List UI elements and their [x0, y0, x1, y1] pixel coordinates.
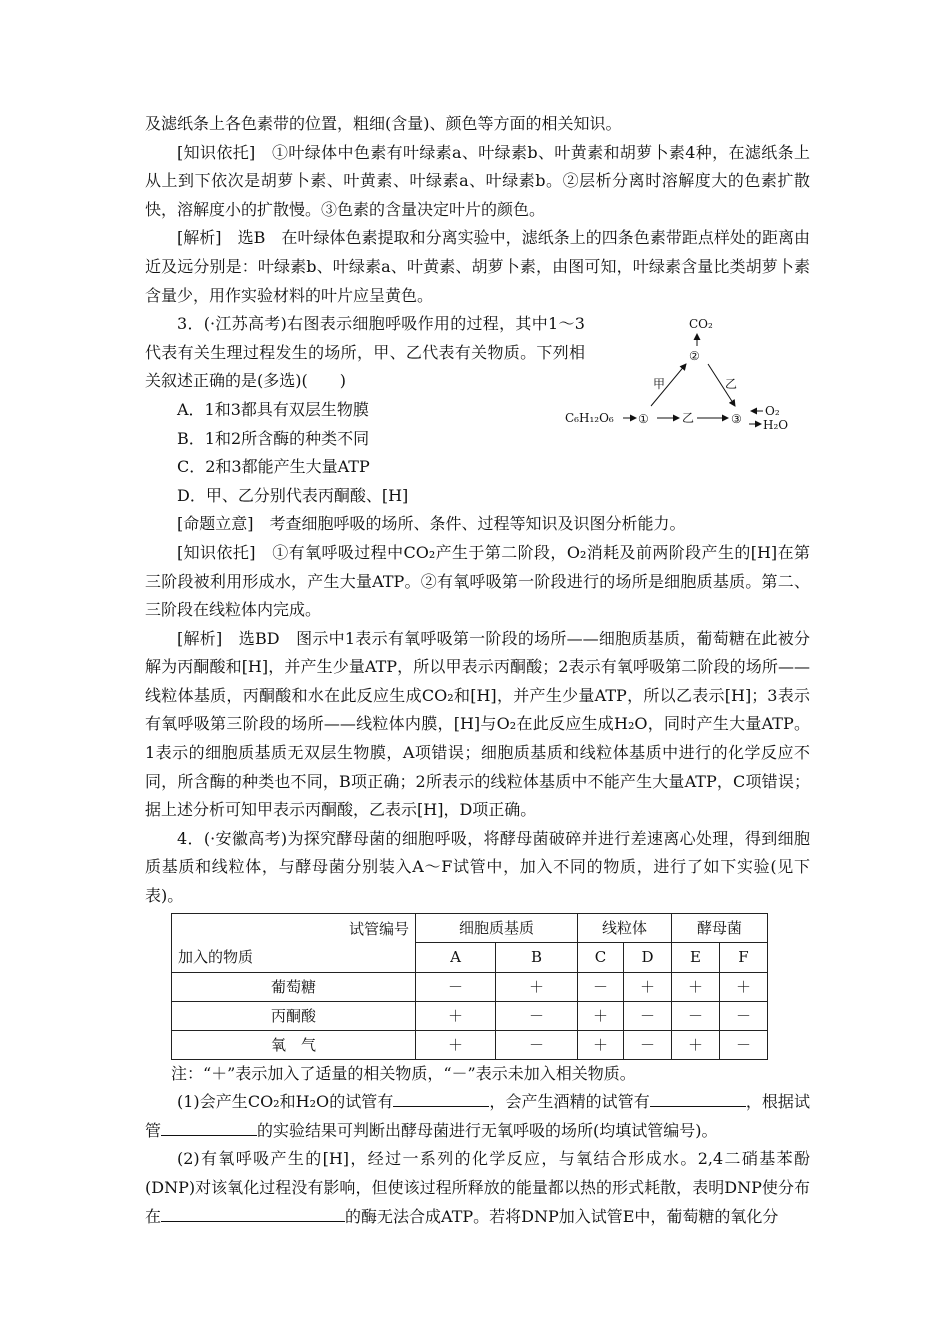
intro-line: 及滤纸条上各色素带的位置，粗细(含量)、颜色等方面的相关知识。: [145, 114, 622, 133]
q4-sub1-part-c: ，根据试管: [145, 1092, 810, 1140]
table-row: [172, 1030, 768, 1059]
table-cell: －: [720, 1001, 768, 1030]
table-cell: ＋: [578, 1030, 624, 1059]
q2-analysis-choice: 选B: [237, 228, 266, 248]
group-header-yeast: 酵母菌: [672, 913, 768, 943]
q4-sub2-part-a: (2)有氧呼吸产生的[H]，经过一系列的化学反应，与氧结合形成水。2,4二硝基苯酚(DNP)对该氧化过程没有影响，但使该过程所释放的能量都以热的形式耗散，表明DNP使分布在: [145, 1149, 810, 1226]
q3-option-a: A．1和3都具有双层生物膜: [177, 399, 369, 419]
h2o-label: H₂O: [763, 418, 789, 433]
tube-header: E: [672, 943, 720, 973]
corner-top-label: 试管编号: [348, 919, 409, 938]
jia-label: 甲: [653, 377, 666, 392]
q3-analysis: [145, 625, 810, 825]
table-cell: ＋: [672, 972, 720, 1001]
tube-header: F: [720, 943, 768, 973]
tube-header: D: [624, 943, 672, 973]
tube-header: B: [496, 943, 578, 973]
row-label: 氧 气: [172, 1030, 416, 1059]
q2-analysis-tag: [解析]: [177, 228, 222, 248]
tube-header: C: [578, 943, 624, 973]
table-cell: －: [624, 1001, 672, 1030]
q3-intent-text: 考查细胞呼吸的场所、条件、过程等知识及识图分析能力。: [269, 514, 686, 534]
answer-blank-3[interactable]: [161, 1119, 257, 1136]
q3-analysis-tag: [解析]: [177, 628, 223, 648]
table-cell: ＋: [624, 972, 672, 1001]
group-header-mitochondria: 线粒体: [578, 913, 672, 943]
table-cell: ＋: [496, 972, 578, 1001]
table-cell: －: [416, 972, 496, 1001]
q3-stem: 3．(·江苏高考)右图表示细胞呼吸作用的过程，其中1～3代表有关生理过程发生的场所，甲、乙代表有关物质。下列相关叙述正确的是(多选)( ): [145, 314, 585, 391]
q2-analysis: [145, 224, 810, 310]
row-label: 葡萄糖: [172, 972, 416, 1001]
q4-sub2: [145, 1145, 810, 1231]
table-cell: ＋: [578, 1001, 624, 1030]
table-cell: ＋: [720, 972, 768, 1001]
table-row: [172, 1001, 768, 1030]
table-note: 注：“＋”表示加入了适量的相关物质，“－”表示未加入相关物质。: [171, 1063, 636, 1083]
tube-header: A: [416, 943, 496, 973]
q4-sub1-part-d: 的实验结果可判断出酵母菌进行无氧呼吸的场所(均填试管编号)。: [257, 1120, 718, 1140]
table-cell: －: [496, 1030, 578, 1059]
q2-analysis-text: 在叶绿体色素提取和分离实验中，滤纸条上的四条色素带距点样处的距离由近及远分别是：叶绿素b、叶绿素a、叶黄素、胡萝卜素，由图可知，叶绿素含量比类胡萝卜素含量少，用作实验材料的叶片应呈黄色。: [145, 228, 810, 305]
group-header-cytoplasm: 细胞质基质: [416, 913, 578, 943]
table-cell: －: [578, 972, 624, 1001]
yi-bottom-label: 乙: [682, 411, 695, 426]
table-cell: ＋: [416, 1030, 496, 1059]
table-cell: －: [496, 1001, 578, 1030]
experiment-table: [171, 913, 768, 1060]
answer-blank-1[interactable]: [393, 1090, 489, 1107]
q2-knowledge-basis: [145, 139, 810, 225]
yi-side-label: 乙: [725, 377, 738, 392]
q3-analysis-text: 图示中1表示有氧呼吸第一阶段的场所——细胞质基质，葡萄糖在此被分解为丙酮酸和[H]，并产生少量ATP，所以甲表示丙酮酸；2表示有氧呼吸第二阶段的场所——线粒体基质，丙酮酸和水在此反应生成CO₂和[H]，并产生少量ATP，所以乙表示[H]；3表示有氧呼吸第三阶段的场所——线粒体内膜，[H]与O₂在此反应生成H₂O，同时产生大量ATP。1表示的细胞质基质无双层生物膜，A项错误；细胞质基质和线粒体基质中进行的化学反应不同，所含酶的种类也不同，B项正确；2所表示的线粒体基质中不能产生大量ATP，C项错误；据上述分析可知甲表示丙酮酸，乙表示[H]，D项正确。: [145, 628, 810, 820]
question-3: [145, 310, 810, 510]
table-corner-cell: [172, 913, 416, 972]
answer-blank-2[interactable]: [650, 1090, 746, 1107]
q4-sub1-part-b: ，会产生酒精的试管有: [489, 1092, 650, 1112]
q3-option-d: D．甲、乙分别代表丙酮酸、[H]: [177, 485, 409, 505]
q3-knowledge-basis: [145, 539, 810, 625]
q3-analysis-choice: 选BD: [238, 628, 280, 648]
q4-sub1: [145, 1088, 810, 1145]
q3-intent-tag: [命题立意]: [177, 514, 254, 534]
corner-bottom-label: 加入的物质: [178, 947, 254, 966]
q3-option-b: B．1和2所含酶的种类不同: [177, 428, 370, 448]
q4-sub1-part-a: (1)会产生CO₂和H₂O的试管有: [177, 1092, 394, 1112]
q3-basis-text: ①有氧呼吸过程中CO₂产生于第二阶段，O₂消耗及前两阶段产生的[H]在第三阶段被利用形成水，产生大量ATP。②有氧呼吸第一阶段进行的场所是细胞质基质。第二、三阶段在线粒体内完成。: [145, 542, 810, 620]
table-cell: －: [672, 1001, 720, 1030]
q3-option-c: C．2和3都能产生大量ATP: [177, 457, 370, 477]
q3-intent: [145, 510, 810, 539]
respiration-diagram-svg: [565, 308, 810, 448]
co2-label: CO₂: [689, 317, 713, 332]
glucose-label: C₆H₁₂O₆: [565, 411, 614, 426]
table-cell: －: [720, 1030, 768, 1059]
q4-sub2-part-b: 的酶无法合成ATP。若将DNP加入试管E中，葡萄糖的氧化分: [345, 1206, 779, 1226]
table-cell: ＋: [672, 1030, 720, 1059]
respiration-diagram: [565, 308, 810, 448]
site-3-label: ③: [731, 412, 742, 427]
answer-blank-4[interactable]: [161, 1205, 345, 1222]
q3-basis-tag: [知识依托]: [177, 542, 256, 562]
table-row: [172, 972, 768, 1001]
site-2-label: ②: [689, 349, 700, 364]
q2-basis-tag: [知识依托]: [177, 142, 256, 162]
row-label: 丙酮酸: [172, 1001, 416, 1030]
site-1-label: ①: [638, 412, 649, 427]
table-cell: －: [624, 1030, 672, 1059]
table-cell: ＋: [416, 1001, 496, 1030]
document-page: [145, 110, 810, 1231]
o2-label: O₂: [765, 404, 780, 419]
q2-basis-text: ①叶绿体中色素有叶绿素a、叶绿素b、叶黄素和胡萝卜素4种，在滤纸条上从上到下依次是胡萝卜素、叶黄素、叶绿素a、叶绿素b。②层析分离时溶解度大的色素扩散快，溶解度小的扩散慢。③色素的含量决定叶片的颜色。: [145, 142, 810, 219]
q4-stem: 4．(·安徽高考)为探究酵母菌的细胞呼吸，将酵母菌破碎并进行差速离心处理，得到细胞质基质和线粒体，与酵母菌分别装入A～F试管中，加入不同的物质，进行了如下实验(见下表)。: [145, 828, 810, 906]
